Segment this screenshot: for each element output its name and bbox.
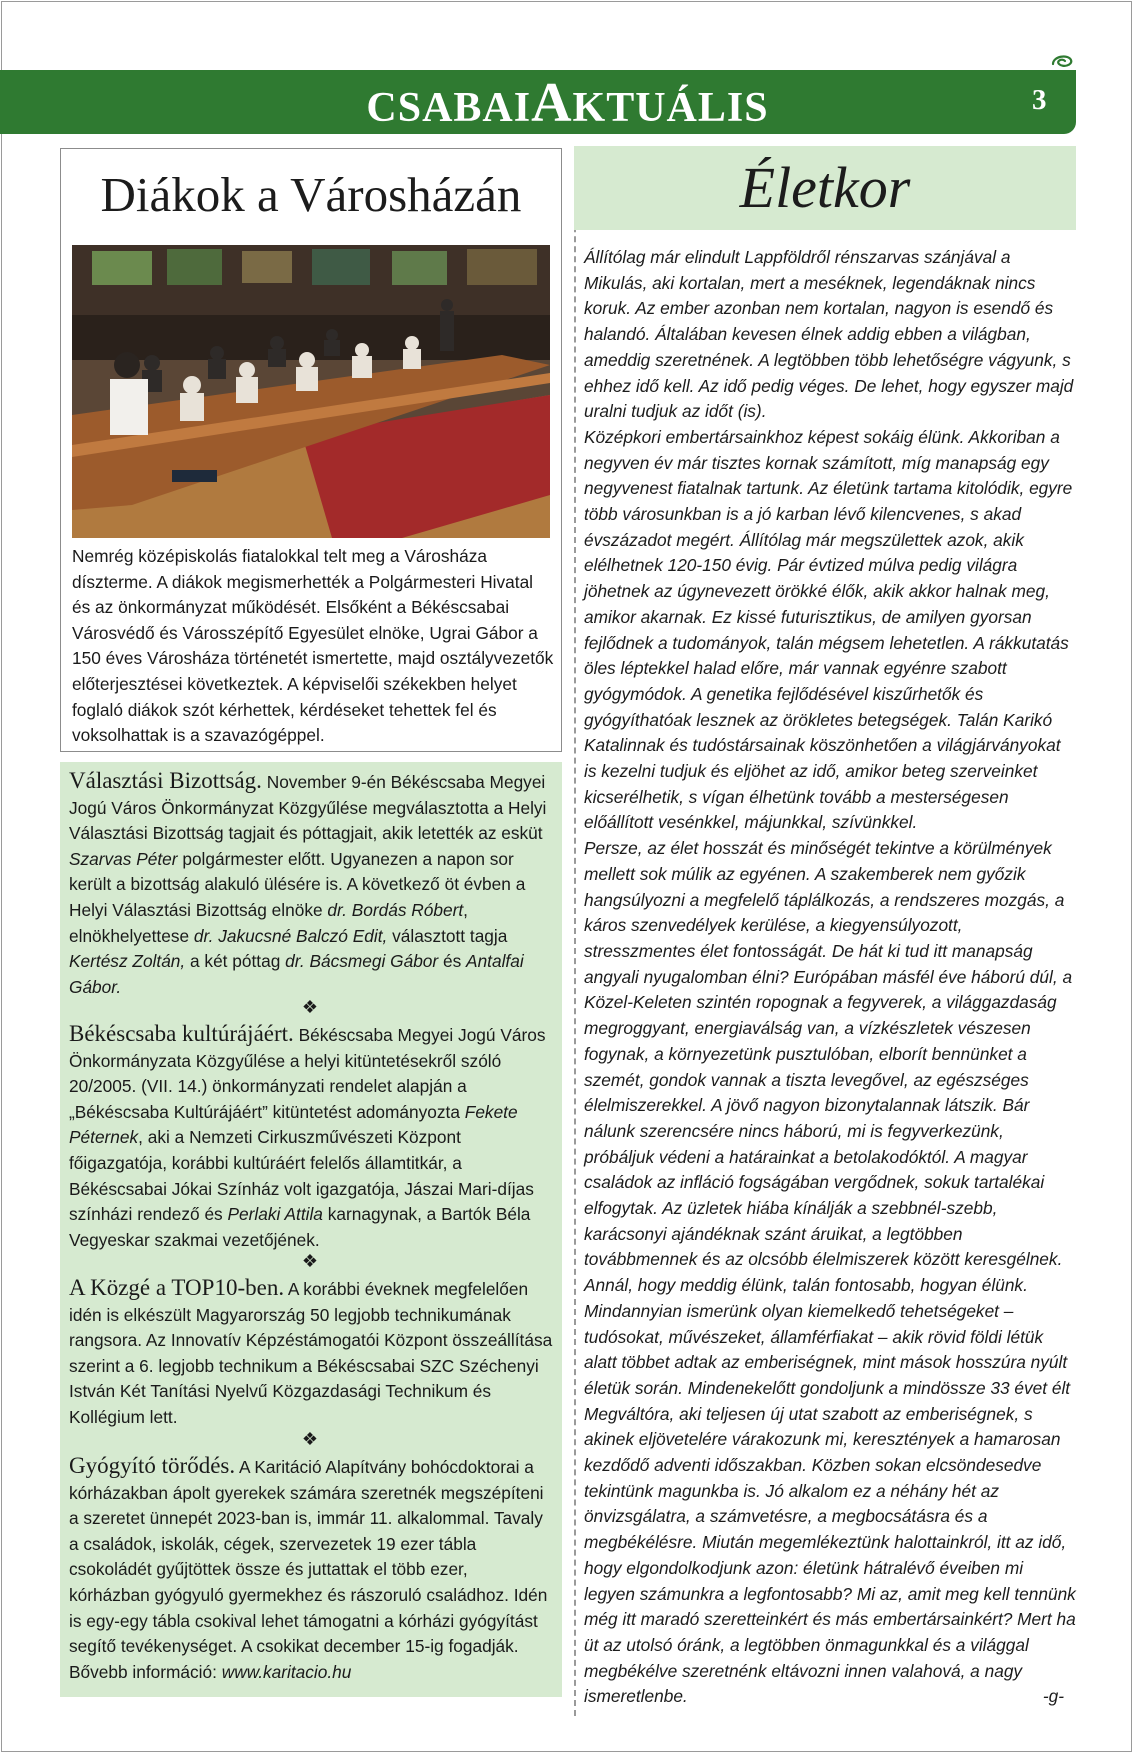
news-text: , aki a Nemzeti Cirkuszművészeti Központ főigazgatója, korábbi kultúráért felelős államtitkár, a Békéscsabai Jókai Színház volt igazgatója, Jászai Mari-díjas színházi rendező és [69,1127,534,1225]
news-heading: Választási Bizottság. [69,768,262,793]
news-text: választott tagja [387,925,508,946]
news-name: Szarvas Péter [69,848,178,869]
news-heading: Békéscsaba kultúrájáért. [69,1021,294,1046]
news-name: dr. Bordás Róbert [327,899,464,920]
separator-icon: ❖ [301,997,319,1017]
essay-paragraph: Persze, az élet hosszát és minőségét tekintve a körülmények mellett sok múlik az egyénen. A szakemberek nem győzik hangsúlyozni a megfelelő táplálkozás, a rendszeres mozgás, a káros szenvedélyek kerülése, a kiegyensúlyozott, stresszmentes élet fontosságát. De hát ki tud itt manapság angyali nyugalomban élni? Európában másfél éve háború dúl, a Közel-Keleten szintén ropognak a fegyverek, a világgazdaság megroggyant, energiaválság van, a vízkészletek vészesen fogynak, a környezetünk pusztulóban, elborít bennünket a szemét, gondok vannak a tiszta levegővel, az egészséges élelmiszerekkel. A jövő nagyon bizonytalannak látszik. Bár nálunk szerencsére nincs háború, mi is fegyverkezünk, próbáljuk védeni a határainkat a betolakodóktól. A magyar családok az infláció fogságában vergődnek, sokuk tartalékai elfogytak. Az üzletek hiába kínálják a szebbnél-szebb, karácsonyi ajándéknak szánt áruikat, a legtöbben továbbmennek és az olcsóbb élelmiszerek között keresgélnek. [584,838,1073,1270]
left-article-body: Nemrég középiskolás fiatalokkal telt meg a Városháza díszterme. A diákok megismerhették a Polgármesteri Hivatal és az önkormányzat működését. Elsőként a Békéscsabai Városvédő és Városszépítő Egyesület elnöke, Ugrai Gábor a 150 éves Városháza történetét ismertette, majd osztályvezetők előterjesztései következtek. A képviselői székekben helyet foglaló diákok szót kérhettek, kérdéseket tehettek fel és voksolhattak is a szavazógéppel. [72,546,554,746]
news-name: dr. Jakucsné Balczó Edit, [193,925,388,946]
masthead-part: KTUÁLIS [572,85,769,131]
news-name: Fekete Péternek [69,1101,518,1148]
separator-icon: ❖ [301,1429,319,1449]
page-number: 3 [1032,84,1047,116]
masthead-part: CSABAI [366,85,532,131]
news-item [69,768,553,1000]
news-text: polgármester előtt. Ugyanezen a napon sor került a bizottság alakuló ülésére is. A következő öt évben a Helyi Választási Bizottság elnöke [69,848,526,920]
right-article-body [584,245,1076,1710]
left-article-title: Diákok a Városházán [100,167,522,222]
news-text: a két póttag [185,951,286,972]
news-heading: Gyógyító törődés. [69,1453,236,1478]
news-text: A korábbi éveknek megfelelően idén is elkészült Magyarország 50 legjobb technikumának rangsora. Az Innovatív Képzéstámogatói Központ összeállítása szerint a 6. legjobb technikum a Békéscsabai SZC Széchenyi István Két Tanítási Nyelvű Közgazdasági Technikum és Kollégium lett. [69,1279,553,1427]
news-heading: A Közgé a TOP10-ben. [69,1275,285,1300]
essay-paragraph: Középkori embertársainkhoz képest sokáig élünk. Akkoriban a negyven év már tisztes kornak számított, míg manapság egy negyvenest fiatalnak tartunk. Az életünk tartama kitolódik, egyre több városunkban is a jó karban lévő kilencvenes, s akad évszázadot megért. Állítólag már megszülettek azok, akik elélhetnek 120-150 évig. Pár évtized múlva pedig világra jöhetnek az úgynevezett örökké élők, akik akkor halnak meg, amikor akarnak. Ez kissé futurisztikus, de amilyen gyorsan fejlődnek a tudományok, talán mégsem lehetetlen. A rákkutatás öles léptekkel halad előre, már vannak egyénre szabott gyógymódok. A genetika fejlődésével kiszűrhetők és gyógyíthatóak lesznek az örökletes betegségek. Talán Karikó Katalinnak és tudóstársainak köszönhetően a világjárványokat is kezelni tudjuk és eljöhet az idő, amikor beteg szerveinket kicserélhetik, s vígan élhetünk tovább a mesterségesen előállított vesénkkel, májunkkal, szívünkkel. [584,426,1073,833]
news-text: karnagynak, a Bartók Béla Vegyeskar szakmai vezetőjének. [69,1204,531,1250]
swirl-logo-icon [1050,52,1074,70]
news-link[interactable]: www.karitacio.hu [221,1661,352,1682]
right-article-title: Életkor [739,155,911,220]
masthead-initial: A [531,72,573,134]
news-text: és [438,951,467,972]
masthead [0,72,1135,134]
news-name: Antalfai Gábor. [69,951,524,997]
news-name: dr. Bácsmegi Gábor [285,951,439,972]
news-text: A Karitáció Alapítvány bohócdoktorai a kórházakban ápolt gyerekek számára szeretnék megszépíteni a szeretet ünnepét 2023-ban is, immár 11. alkalommal. Tavaly a családok, iskolák, cégek, szervezetek 19 ezer tábla csokoládét gyűjtöttek össze és juttattak el több ezer, kórházban gyógyuló gyermekhez és rászoruló családhoz. Idén is egy-egy tábla csokival lehet támogatni a kórházi gyógyítást segítő tevékenységet. A csokikat december 15-ig fogadják. Bővebb információ: [69,1457,548,1682]
column-divider [574,146,576,1716]
news-text: Békéscsaba Megyei Jogú Város Önkormányzata Közgyűlése a helyi kitüntetésekről szóló 20/2005. (VII. 14.) önkormányzati rendelet alapján a „Békéscsaba Kultúrájáért” kitüntetést adományozta [69,1025,546,1122]
essay-paragraph: Állítólag már elindult Lappföldről rénszarvas szánjával a Mikulás, aki kortalan, mert a meséknek, legendáknak nincs koruk. Az ember azonban nem kortalan, nagyon is esendő és halandó. Általában kevesen élnek addig ebben a világban, ameddig szeretnének. A legtöbben több lehetőségre vágyunk, s ehhez idő kell. Az idő pedig véges. De lehet, hogy egyszer majd uralni tudjuk az időt (is). [584,247,1074,422]
author-signature: -g- [1042,1686,1064,1707]
news-name: Kertész Zoltán, [69,951,186,972]
news-text: November 9-én Békéscsaba Megyei Jogú Város Önkormányzat Közgyűlése megválasztotta a Helyi Választási Bizottság tagjait és póttagjait, akik letették az esküt [69,772,547,844]
council-chamber-photo-icon [72,245,550,538]
news-text: , elnökhelyettese [69,899,468,946]
essay-paragraph: Annál, hogy meddig élünk, talán fontosabb, hogyan élünk. Mindannyian ismerünk olyan kiemelkedő tehetségeket – tudósokat, művészeket, államférfiakat – akik rövid földi létük alatt többet adtak az emberiségnek, mint mások hosszúra nyúlt életük során. Mindenekelőtt gondoljunk a mindössze 33 évet élt Megváltóra, aki teljesen új utat szabott az emberiségnek, s akinek eljövetelére várakozunk mi, keresztények a hamarosan kezdődő adventi időszakban. Közben sokan elcsöndesedve tekintünk magunkba is. Jó alkalom ez a néhány hét az önvizsgálatra, a számvetésre, a megbocsátásra és a megbékélésre. Miután megemlékeztünk halottainkról, itt az idő, hogy elgondolkodjunk azon: életünk hátralévő éveiben mi legyen számunkra a legfontosabb? Mi az, amit meg kell tennünk még itt maradó szeretteinkért és más embertársainkért? Mert ha üt az utolsó óránk, a legtöbben önmagunkkal és a világgal megbékélve szeretnénk eltávozni innen valahová, a nagy ismeretlenbe. [584,1275,1076,1707]
news-name: Perlaki Attila [227,1204,323,1225]
news-item [69,1275,553,1431]
news-item [69,1453,553,1685]
separator-icon: ❖ [301,1251,319,1271]
news-item [69,1021,553,1253]
